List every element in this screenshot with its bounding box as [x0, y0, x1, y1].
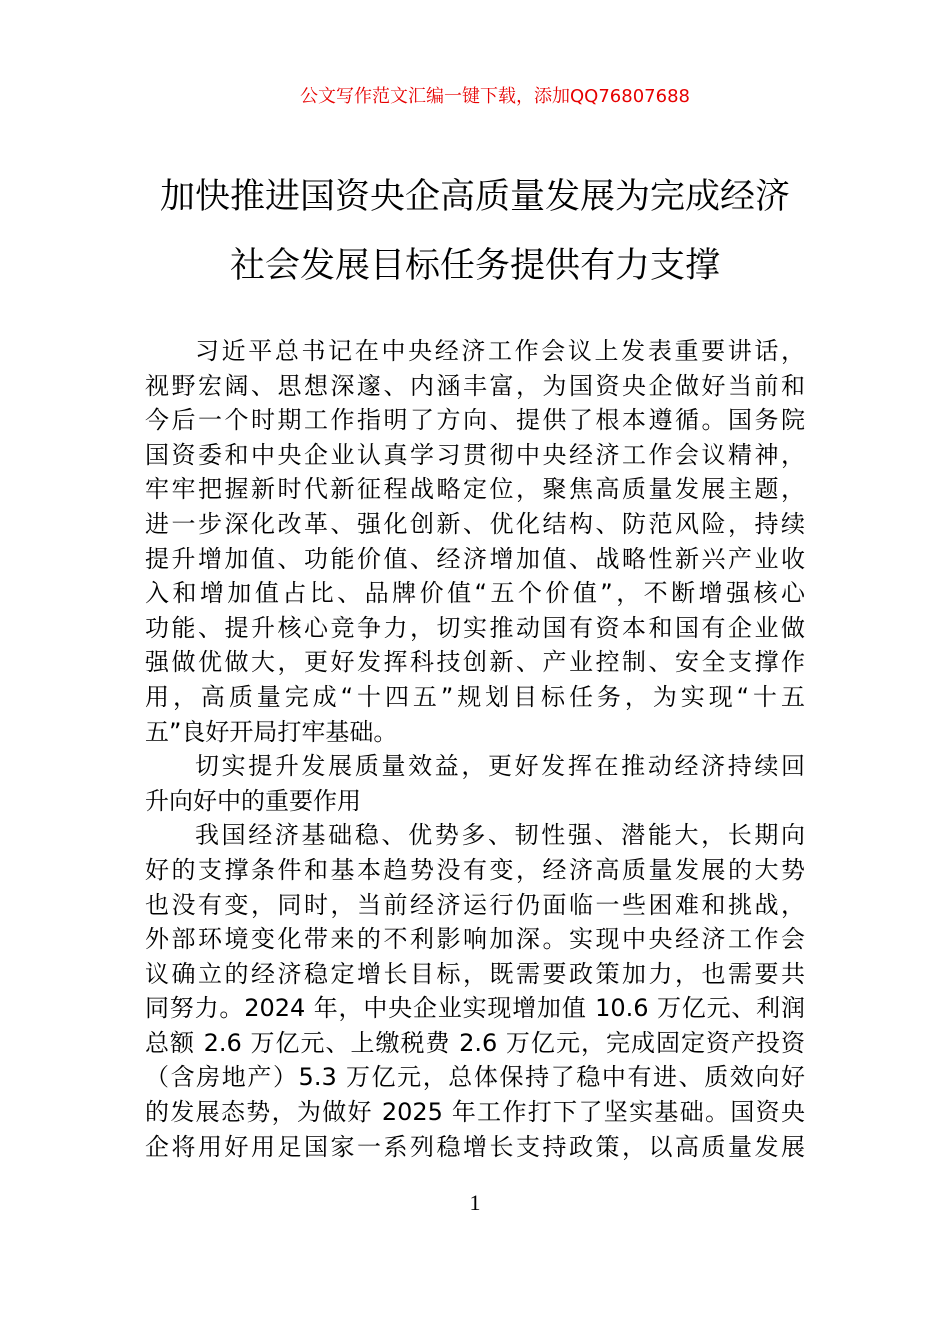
text-line: 国资委和中央企业认真学习贯彻中央经济工作会议精神，: [145, 440, 805, 469]
text-line: 视野宏阔、思想深邃、内涵丰富，为国资央企做好当前和: [145, 371, 805, 400]
page-number: 1: [469, 1190, 481, 1215]
text-line: 同努力。2024 年，中央企业实现增加值 10.6 万亿元、利润: [145, 994, 805, 1023]
paragraph: [145, 818, 805, 1164]
text-line: 功能、提升核心竞争力，切实推动国有资本和国有企业做: [145, 613, 805, 642]
text-line: 切实提升发展质量效益，更好发挥在推动经济持续回: [195, 752, 805, 781]
text-line: 好的支撑条件和基本趋势没有变，经济高质量发展的大势: [145, 855, 805, 884]
text-line: 外部环境变化带来的不利影响加深。实现中央经济工作会: [145, 925, 805, 954]
paragraph: [145, 334, 805, 749]
text-line: 的发展态势，为做好 2025 年工作打下了坚实基础。国资央: [145, 1098, 805, 1127]
text-line: 强做优做大，更好发挥科技创新、产业控制、安全支撑作: [145, 648, 805, 677]
text-line: 用，高质量完成“十四五”规划目标任务，为实现“十五: [145, 682, 805, 711]
text-line: 五”良好开局打牢基础。: [145, 717, 398, 746]
document-title-line-1: 加快推进国资央企高质量发展为完成经济: [159, 177, 790, 217]
text-line: 企将用好用足国家一系列稳增长支持政策，以高质量发展: [145, 1132, 805, 1161]
text-line: 也没有变，同时，当前经济运行仍面临一些困难和挑战，: [145, 890, 805, 919]
text-line: 提升增加值、功能价值、经济增加值、战略性新兴产业收: [145, 544, 805, 573]
text-line: 议确立的经济稳定增长目标，既需要政策加力，也需要共: [145, 959, 805, 988]
document-body: [145, 334, 805, 1164]
text-line: 习近平总书记在中央经济工作会议上发表重要讲话，: [195, 337, 805, 365]
download-banner: 公文写作范文汇编一键下载，添加QQ76807688: [300, 86, 690, 107]
text-line: 今后一个时期工作指明了方向、提供了根本遵循。国务院: [145, 406, 805, 435]
text-line: 我国经济基础稳、优势多、韧性强、潜能大，长期向: [195, 821, 805, 850]
document-title-line-2: 社会发展目标任务提供有力支撑: [229, 246, 720, 286]
text-line: 总额 2.6 万亿元、上缴税费 2.6 万亿元，完成固定资产投资: [145, 1028, 805, 1057]
paragraph: [145, 749, 805, 818]
text-line: 进一步深化改革、强化创新、优化结构、防范风险，持续: [145, 509, 805, 538]
text-line: 入和增加值占比、品牌价值“五个价值”，不断增强核心: [145, 579, 805, 608]
text-line: 牢牢把握新时代新征程战略定位，聚焦高质量发展主题，: [145, 475, 805, 504]
text-line: （含房地产）5.3 万亿元，总体保持了稳中有进、质效向好: [145, 1063, 805, 1092]
text-line: 升向好中的重要作用: [145, 786, 361, 815]
